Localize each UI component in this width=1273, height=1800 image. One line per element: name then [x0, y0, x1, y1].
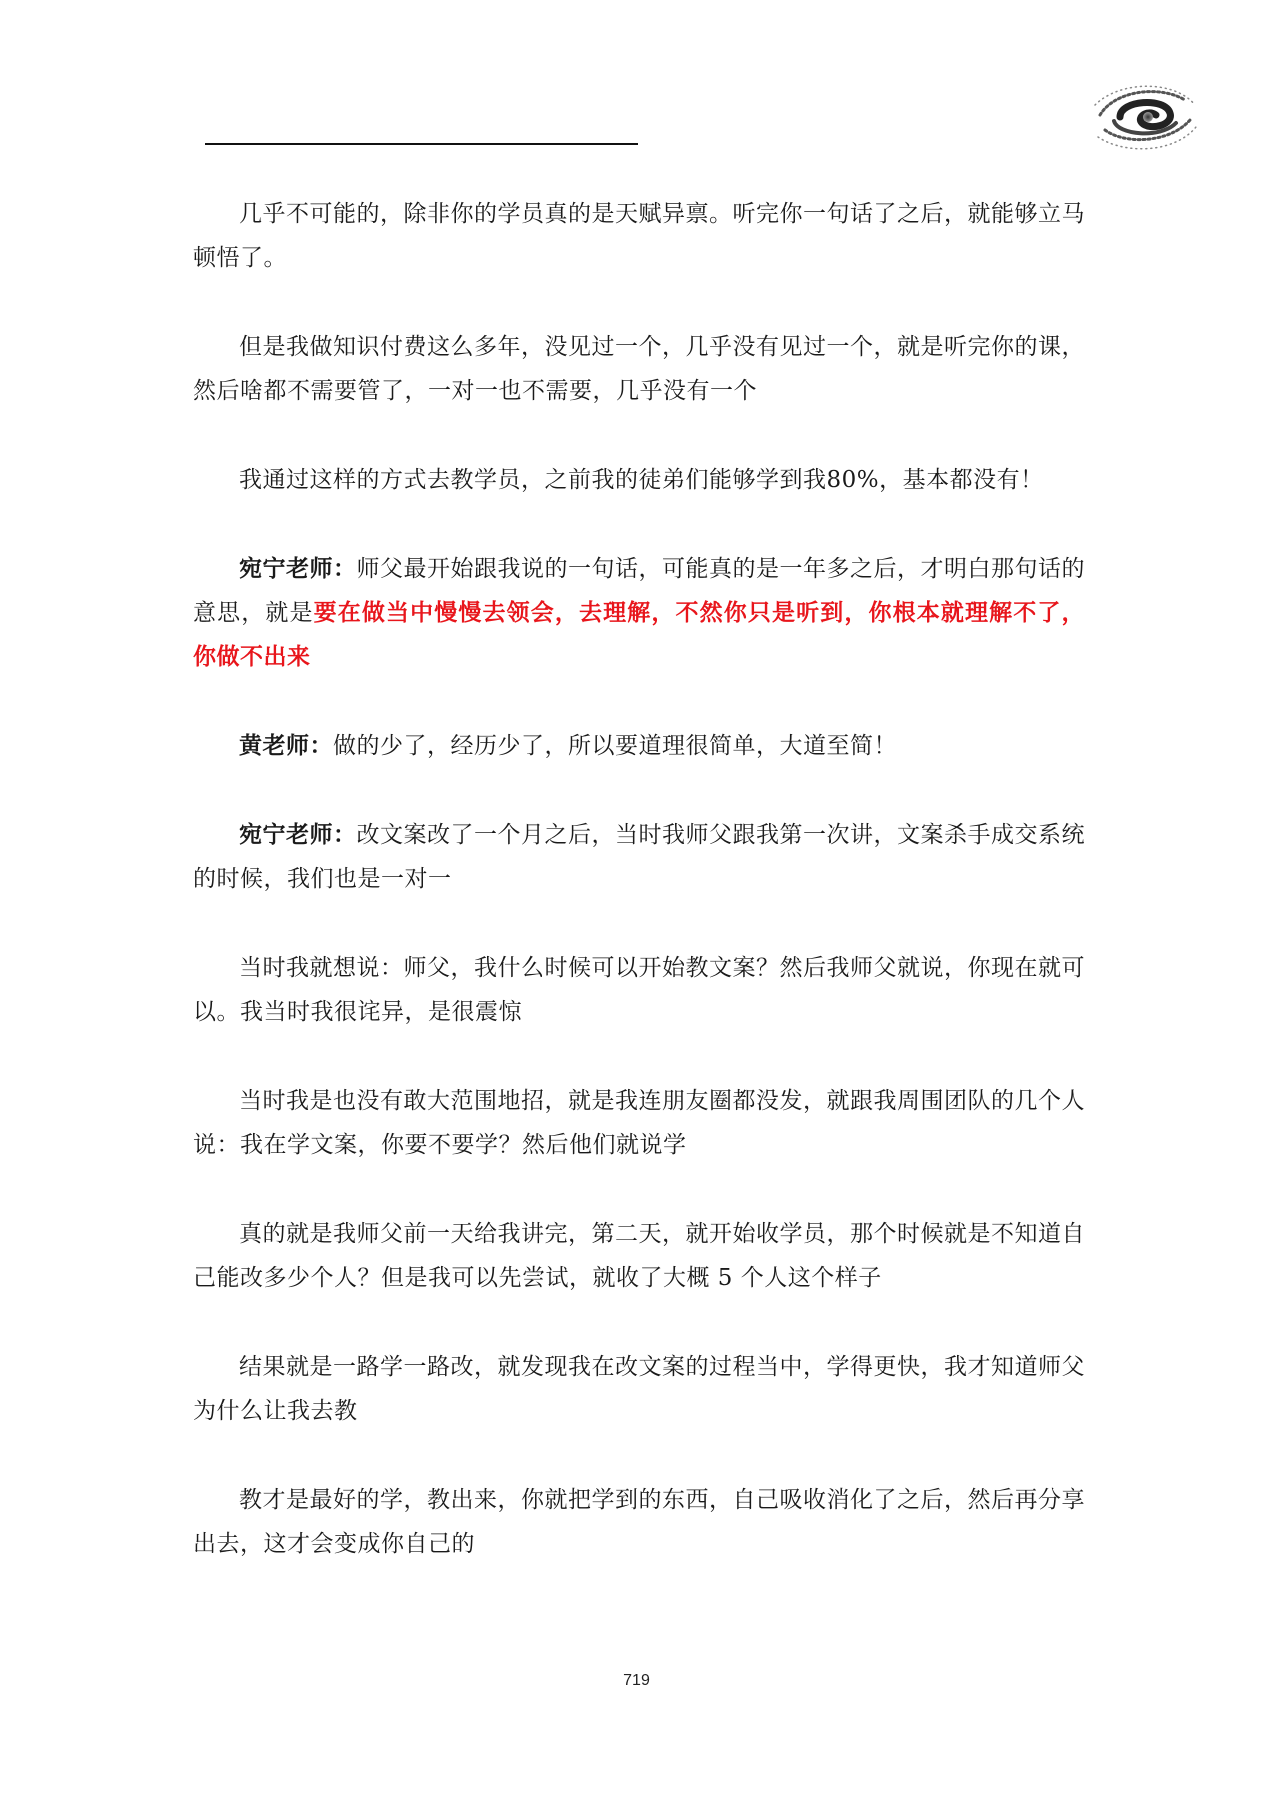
- document-body: [193, 192, 1085, 1611]
- paragraph: [193, 813, 1085, 901]
- paragraph: [193, 547, 1085, 679]
- paragraph: 真的就是我师父前一天给我讲完，第二天，就开始收学员，那个时候就是不知道自己能改多少个人？但是我可以先尝试，就收了大概 5 个人这个样子: [193, 1221, 1085, 1291]
- paragraph-text: 师父最开始跟我说的一句话，可能真的是一年多之后，才明白那句话的意思，就是: [193, 556, 1085, 626]
- paragraph: 当时我就想说：师父，我什么时候可以开始教文案？然后我师父就说，你现在就可以。我当时我很诧异，是很震惊: [193, 955, 1085, 1025]
- paragraph: 我通过这样的方式去教学员，之前我的徒弟们能够学到我80%，基本都没有！: [239, 467, 1044, 493]
- page-number: 719: [623, 1672, 650, 1689]
- highlighted-text: 要在做当中慢慢去领会，去理解，不然你只是听到，你根本就理解不了，你做不出来: [193, 599, 1085, 670]
- paragraph: 教才是最好的学，教出来，你就把学到的东西，自己吸收消化了之后，然后再分享出去，这才会变成你自己的: [193, 1487, 1085, 1557]
- paragraph-text: 改文案改了一个月之后，当时我师父跟我第一次讲，文案杀手成交系统的时候，我们也是一对一: [193, 822, 1085, 892]
- paragraph: 结果就是一路学一路改，就发现我在改文案的过程当中，学得更快，我才知道师父为什么让我去教: [193, 1354, 1085, 1424]
- paragraph-text: 做的少了，经历少了，所以要道理很简单，大道至简！: [333, 733, 897, 759]
- speaker-label: 黄老师：: [239, 732, 333, 759]
- paragraph: [193, 724, 1085, 768]
- paragraph: 当时我是也没有敢大范围地招，就是我连朋友圈都没发，就跟我周围团队的几个人说：我在学文案，你要不要学？然后他们就说学: [193, 1088, 1085, 1158]
- speaker-label: 宛宁老师：: [239, 821, 357, 848]
- paragraph: 但是我做知识付费这么多年，没见过一个，几乎没有见过一个，就是听完你的课，然后啥都不需要管了，一对一也不需要，几乎没有一个: [193, 334, 1085, 404]
- swirl-logo-icon: [1090, 75, 1200, 155]
- paragraph: 几乎不可能的，除非你的学员真的是天赋异禀。听完你一句话了之后，就能够立马顿悟了。: [193, 201, 1085, 271]
- speaker-label: 宛宁老师：: [239, 555, 357, 582]
- header-rule: [205, 143, 638, 145]
